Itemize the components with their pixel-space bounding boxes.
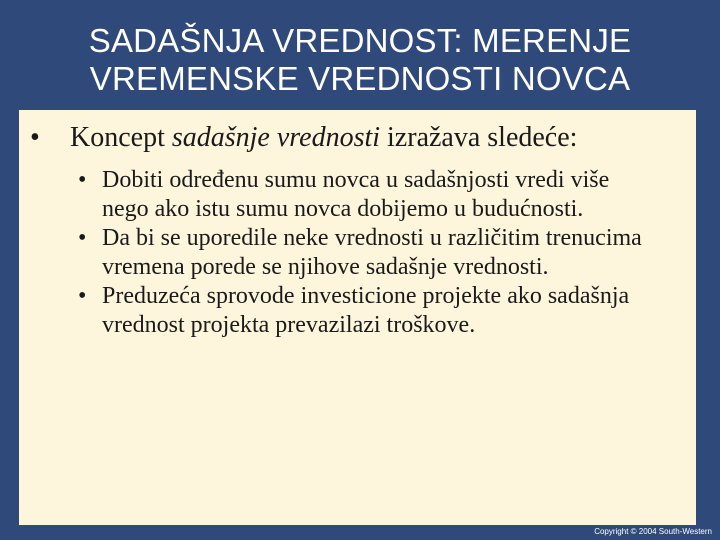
main-bullet-suffix: izražava sledeće:	[380, 122, 578, 153]
sub-bullet-item	[78, 282, 658, 340]
sub-bullet-list	[78, 166, 658, 340]
main-bullet-prefix: Koncept	[70, 122, 172, 153]
slide-title-line-2: VREMENSKE VREDNOSTI NOVCA	[89, 60, 631, 97]
slide-title	[0, 22, 720, 98]
main-bullet	[30, 121, 690, 155]
sub-bullet-item	[78, 166, 658, 224]
bullet-dot-icon: •	[78, 283, 87, 309]
sub-bullet-text: Dobiti određenu sumu novca u sadašnjosti vredi više nego ako istu sumu novca dobijemo u budućnosti.	[102, 167, 610, 222]
copyright-footer: Copyright © 2004 South-Western	[594, 527, 712, 536]
sub-bullet-text: Preduzeća sprovode investicione projekte ako sadašnja vrednost projekta prevazilazi troškove.	[102, 283, 630, 338]
sub-bullet-item	[78, 224, 658, 282]
sub-bullet-text: Da bi se uporedile neke vrednosti u različitim trenucima vremena porede se njihove sadašnje vrednosti.	[102, 225, 642, 280]
bullet-dot-icon: •	[30, 122, 40, 153]
bullet-dot-icon: •	[78, 167, 87, 193]
slide-title-line-1: SADAŠNJA VREDNOST: MERENJE	[88, 22, 632, 59]
main-bullet-italic-term: sadašnje vrednosti	[171, 122, 381, 153]
bullet-dot-icon: •	[78, 225, 87, 251]
